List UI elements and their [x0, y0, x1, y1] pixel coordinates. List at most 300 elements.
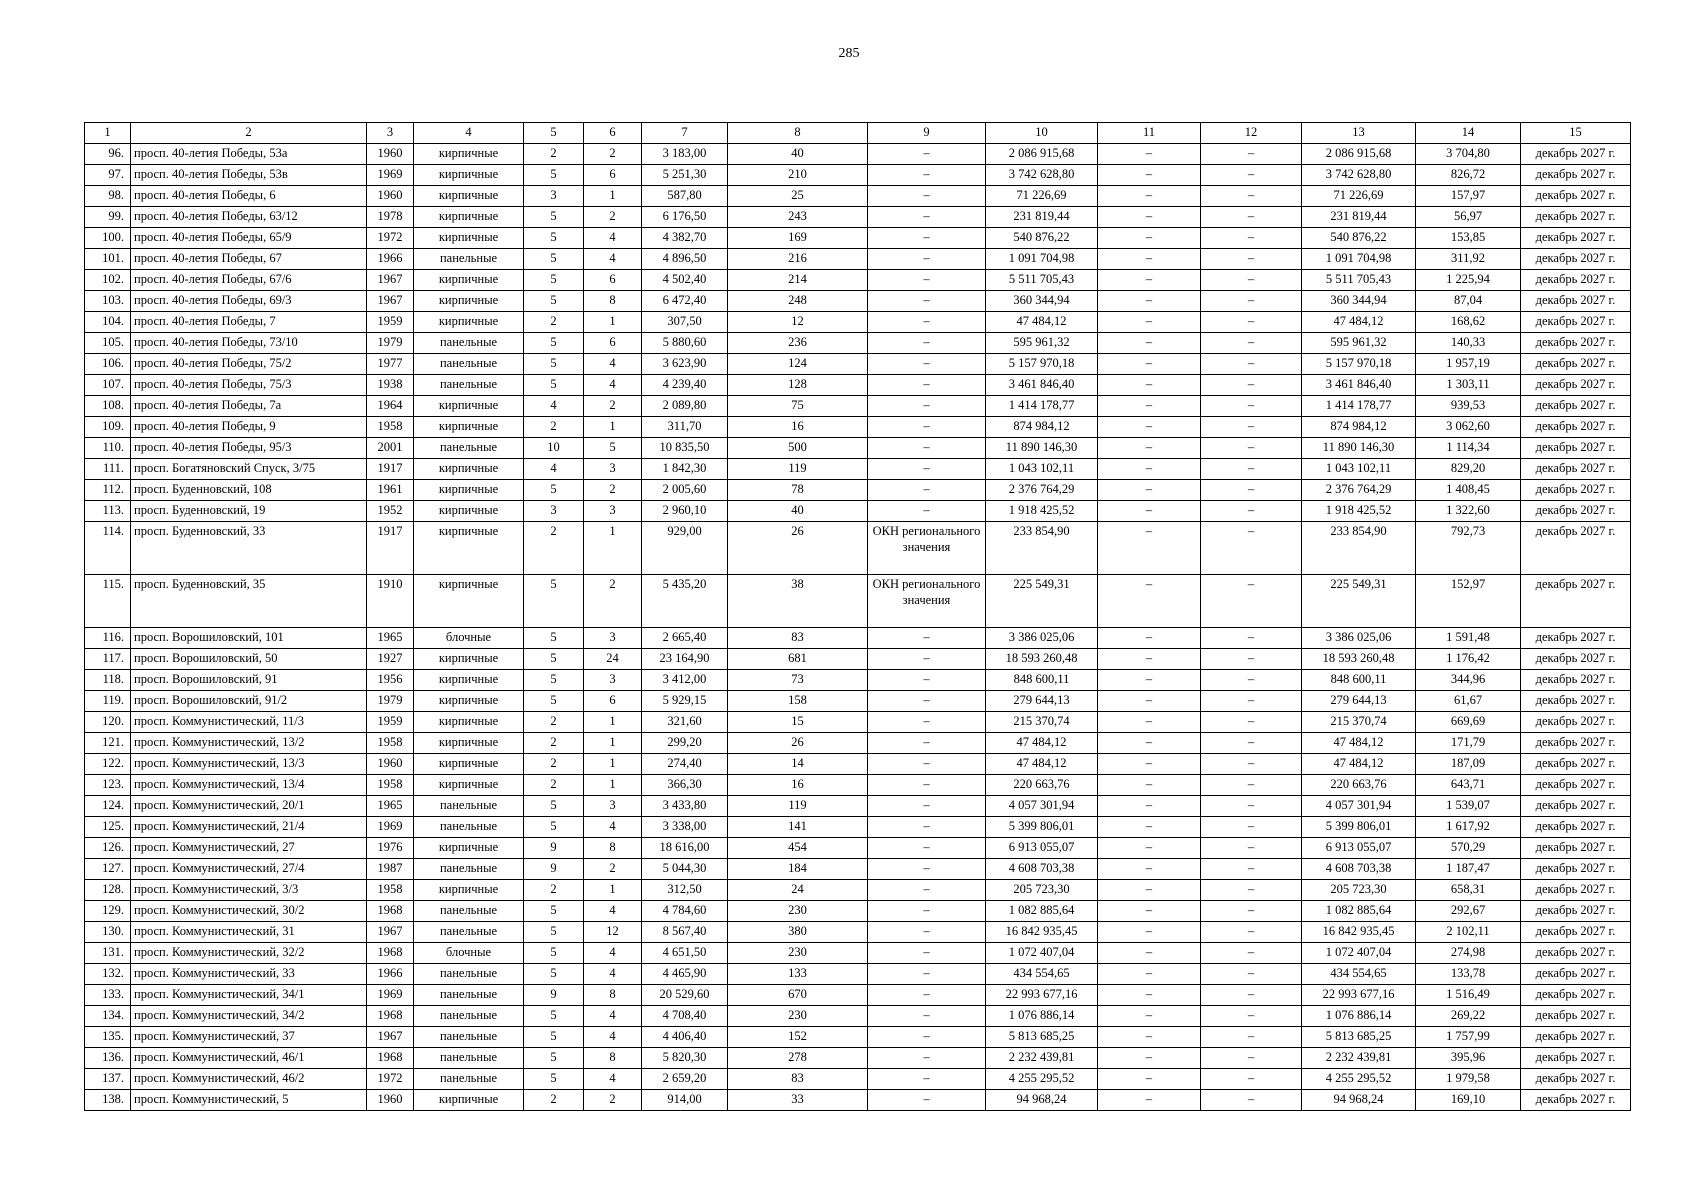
heritage-status-cell: ОКН регионального значения: [868, 575, 986, 628]
total-cost-cell: 2 232 439,81: [986, 1048, 1098, 1069]
total-cost-cell: 279 644,13: [986, 691, 1098, 712]
cost-per-sqm-cell: 292,67: [1416, 901, 1521, 922]
row-number-cell: 138.: [85, 1090, 131, 1111]
wall-material-cell: панельные: [414, 859, 524, 880]
repair-cost-cell: 848 600,11: [1302, 670, 1416, 691]
total-cost-cell: 233 854,90: [986, 522, 1098, 575]
address-cell: просп. Коммунистический, 31: [131, 922, 367, 943]
total-cost-cell: 3 742 628,80: [986, 165, 1098, 186]
residents-cell: 681: [728, 649, 868, 670]
fund-cost-cell: –: [1098, 1090, 1201, 1111]
row-number-cell: 101.: [85, 249, 131, 270]
entrances-cell: 12: [584, 922, 642, 943]
cost-per-sqm-cell: 1 408,45: [1416, 480, 1521, 501]
column-header: 15: [1521, 123, 1631, 144]
owners-cost-cell: –: [1201, 754, 1302, 775]
total-cost-cell: 220 663,76: [986, 775, 1098, 796]
year-cell: 1960: [367, 1090, 414, 1111]
address-cell: просп. 40-летия Победы, 73/10: [131, 333, 367, 354]
total-cost-cell: 215 370,74: [986, 712, 1098, 733]
table-row: [85, 480, 1631, 501]
repair-cost-cell: 3 461 846,40: [1302, 375, 1416, 396]
entrances-cell: 4: [584, 1069, 642, 1090]
area-cell: 914,00: [642, 1090, 728, 1111]
owners-cost-cell: –: [1201, 1048, 1302, 1069]
wall-material-cell: панельные: [414, 985, 524, 1006]
deadline-cell: декабрь 2027 г.: [1521, 775, 1631, 796]
residents-cell: 230: [728, 901, 868, 922]
area-cell: 4 465,90: [642, 964, 728, 985]
fund-cost-cell: –: [1098, 964, 1201, 985]
floors-cell: 5: [524, 964, 584, 985]
year-cell: 1960: [367, 754, 414, 775]
table-row: [85, 859, 1631, 880]
table-row: [85, 522, 1631, 575]
total-cost-cell: 18 593 260,48: [986, 649, 1098, 670]
heritage-status-cell: –: [868, 901, 986, 922]
year-cell: 1969: [367, 817, 414, 838]
deadline-cell: декабрь 2027 г.: [1521, 228, 1631, 249]
deadline-cell: декабрь 2027 г.: [1521, 691, 1631, 712]
entrances-cell: 4: [584, 375, 642, 396]
table-row: [85, 712, 1631, 733]
address-cell: просп. Коммунистический, 32/2: [131, 943, 367, 964]
heritage-status-cell: –: [868, 249, 986, 270]
wall-material-cell: панельные: [414, 796, 524, 817]
entrances-cell: 8: [584, 985, 642, 1006]
address-cell: просп. 40-летия Победы, 53а: [131, 144, 367, 165]
area-cell: 2 659,20: [642, 1069, 728, 1090]
heritage-status-cell: ОКН регионального значения: [868, 522, 986, 575]
deadline-cell: декабрь 2027 г.: [1521, 396, 1631, 417]
row-number-cell: 96.: [85, 144, 131, 165]
fund-cost-cell: –: [1098, 859, 1201, 880]
owners-cost-cell: –: [1201, 691, 1302, 712]
table-row: [85, 144, 1631, 165]
year-cell: 1956: [367, 670, 414, 691]
table-row: [85, 649, 1631, 670]
column-header: 6: [584, 123, 642, 144]
entrances-cell: 4: [584, 943, 642, 964]
fund-cost-cell: –: [1098, 375, 1201, 396]
year-cell: 1952: [367, 501, 414, 522]
column-header: 1: [85, 123, 131, 144]
area-cell: 4 406,40: [642, 1027, 728, 1048]
address-cell: просп. Коммунистический, 27/4: [131, 859, 367, 880]
entrances-cell: 2: [584, 396, 642, 417]
table-row: [85, 733, 1631, 754]
floors-cell: 5: [524, 649, 584, 670]
table-row: [85, 985, 1631, 1006]
year-cell: 1976: [367, 838, 414, 859]
heritage-status-cell: –: [868, 1006, 986, 1027]
table-row: [85, 312, 1631, 333]
wall-material-cell: кирпичные: [414, 501, 524, 522]
deadline-cell: декабрь 2027 г.: [1521, 417, 1631, 438]
wall-material-cell: кирпичные: [414, 228, 524, 249]
fund-cost-cell: –: [1098, 333, 1201, 354]
heritage-status-cell: –: [868, 186, 986, 207]
floors-cell: 5: [524, 1006, 584, 1027]
owners-cost-cell: –: [1201, 880, 1302, 901]
column-header: 3: [367, 123, 414, 144]
cost-per-sqm-cell: 1 114,34: [1416, 438, 1521, 459]
heritage-status-cell: –: [868, 628, 986, 649]
repair-cost-cell: 71 226,69: [1302, 186, 1416, 207]
housing-registry-table: [84, 122, 1631, 1111]
wall-material-cell: блочные: [414, 628, 524, 649]
repair-cost-cell: 1 072 407,04: [1302, 943, 1416, 964]
heritage-status-cell: –: [868, 354, 986, 375]
year-cell: 1959: [367, 312, 414, 333]
owners-cost-cell: –: [1201, 775, 1302, 796]
address-cell: просп. Коммунистический, 37: [131, 1027, 367, 1048]
total-cost-cell: 47 484,12: [986, 754, 1098, 775]
floors-cell: 5: [524, 165, 584, 186]
total-cost-cell: 11 890 146,30: [986, 438, 1098, 459]
table-row: [85, 754, 1631, 775]
row-number-cell: 108.: [85, 396, 131, 417]
total-cost-cell: 874 984,12: [986, 417, 1098, 438]
cost-per-sqm-cell: 1 516,49: [1416, 985, 1521, 1006]
fund-cost-cell: –: [1098, 396, 1201, 417]
address-cell: просп. Буденновский, 19: [131, 501, 367, 522]
address-cell: просп. 40-летия Победы, 95/3: [131, 438, 367, 459]
address-cell: просп. Ворошиловский, 50: [131, 649, 367, 670]
wall-material-cell: кирпичные: [414, 575, 524, 628]
deadline-cell: декабрь 2027 г.: [1521, 712, 1631, 733]
residents-cell: 119: [728, 796, 868, 817]
residents-cell: 119: [728, 459, 868, 480]
entrances-cell: 2: [584, 1090, 642, 1111]
heritage-status-cell: –: [868, 1090, 986, 1111]
area-cell: 3 338,00: [642, 817, 728, 838]
cost-per-sqm-cell: 1 225,94: [1416, 270, 1521, 291]
wall-material-cell: панельные: [414, 354, 524, 375]
table-row: [85, 228, 1631, 249]
wall-material-cell: панельные: [414, 964, 524, 985]
cost-per-sqm-cell: 939,53: [1416, 396, 1521, 417]
wall-material-cell: панельные: [414, 249, 524, 270]
residents-cell: 26: [728, 522, 868, 575]
floors-cell: 2: [524, 522, 584, 575]
owners-cost-cell: –: [1201, 333, 1302, 354]
table-row: [85, 1027, 1631, 1048]
total-cost-cell: 1 043 102,11: [986, 459, 1098, 480]
residents-cell: 15: [728, 712, 868, 733]
table-row: [85, 249, 1631, 270]
repair-cost-cell: 225 549,31: [1302, 575, 1416, 628]
row-number-cell: 123.: [85, 775, 131, 796]
deadline-cell: декабрь 2027 г.: [1521, 838, 1631, 859]
table-row: [85, 459, 1631, 480]
address-cell: просп. Коммунистический, 20/1: [131, 796, 367, 817]
wall-material-cell: панельные: [414, 1048, 524, 1069]
wall-material-cell: панельные: [414, 922, 524, 943]
table-row: [85, 1006, 1631, 1027]
year-cell: 1972: [367, 1069, 414, 1090]
row-number-cell: 117.: [85, 649, 131, 670]
heritage-status-cell: –: [868, 880, 986, 901]
address-cell: просп. 40-летия Победы, 53в: [131, 165, 367, 186]
row-number-cell: 116.: [85, 628, 131, 649]
floors-cell: 5: [524, 270, 584, 291]
area-cell: 3 623,90: [642, 354, 728, 375]
floors-cell: 5: [524, 922, 584, 943]
owners-cost-cell: –: [1201, 838, 1302, 859]
table-row: [85, 354, 1631, 375]
repair-cost-cell: 1 091 704,98: [1302, 249, 1416, 270]
area-cell: 4 382,70: [642, 228, 728, 249]
cost-per-sqm-cell: 826,72: [1416, 165, 1521, 186]
residents-cell: 214: [728, 270, 868, 291]
heritage-status-cell: –: [868, 775, 986, 796]
wall-material-cell: панельные: [414, 1069, 524, 1090]
year-cell: 1958: [367, 880, 414, 901]
wall-material-cell: кирпичные: [414, 712, 524, 733]
total-cost-cell: 5 511 705,43: [986, 270, 1098, 291]
floors-cell: 9: [524, 859, 584, 880]
table-row: [85, 922, 1631, 943]
entrances-cell: 3: [584, 796, 642, 817]
address-cell: просп. Богатяновский Спуск, 3/75: [131, 459, 367, 480]
repair-cost-cell: 279 644,13: [1302, 691, 1416, 712]
fund-cost-cell: –: [1098, 207, 1201, 228]
year-cell: 1969: [367, 165, 414, 186]
owners-cost-cell: –: [1201, 396, 1302, 417]
cost-per-sqm-cell: 1 539,07: [1416, 796, 1521, 817]
owners-cost-cell: –: [1201, 796, 1302, 817]
deadline-cell: декабрь 2027 г.: [1521, 670, 1631, 691]
owners-cost-cell: –: [1201, 985, 1302, 1006]
fund-cost-cell: –: [1098, 480, 1201, 501]
deadline-cell: декабрь 2027 г.: [1521, 649, 1631, 670]
floors-cell: 5: [524, 1069, 584, 1090]
floors-cell: 5: [524, 1048, 584, 1069]
fund-cost-cell: –: [1098, 628, 1201, 649]
residents-cell: 184: [728, 859, 868, 880]
row-number-cell: 115.: [85, 575, 131, 628]
owners-cost-cell: –: [1201, 733, 1302, 754]
year-cell: 1968: [367, 1006, 414, 1027]
year-cell: 1967: [367, 270, 414, 291]
floors-cell: 5: [524, 575, 584, 628]
heritage-status-cell: –: [868, 796, 986, 817]
row-number-cell: 121.: [85, 733, 131, 754]
fund-cost-cell: –: [1098, 312, 1201, 333]
residents-cell: 133: [728, 964, 868, 985]
table-row: [85, 901, 1631, 922]
area-cell: 2 665,40: [642, 628, 728, 649]
total-cost-cell: 3 461 846,40: [986, 375, 1098, 396]
entrances-cell: 2: [584, 480, 642, 501]
floors-cell: 5: [524, 1027, 584, 1048]
area-cell: 5 929,15: [642, 691, 728, 712]
row-number-cell: 134.: [85, 1006, 131, 1027]
wall-material-cell: панельные: [414, 1027, 524, 1048]
fund-cost-cell: –: [1098, 270, 1201, 291]
fund-cost-cell: –: [1098, 249, 1201, 270]
total-cost-cell: 1 082 885,64: [986, 901, 1098, 922]
area-cell: 2 089,80: [642, 396, 728, 417]
total-cost-cell: 1 072 407,04: [986, 943, 1098, 964]
area-cell: 4 651,50: [642, 943, 728, 964]
entrances-cell: 4: [584, 1027, 642, 1048]
year-cell: 1968: [367, 943, 414, 964]
heritage-status-cell: –: [868, 228, 986, 249]
year-cell: 1917: [367, 459, 414, 480]
heritage-status-cell: –: [868, 1027, 986, 1048]
repair-cost-cell: 11 890 146,30: [1302, 438, 1416, 459]
address-cell: просп. Коммунистический, 3/3: [131, 880, 367, 901]
deadline-cell: декабрь 2027 г.: [1521, 291, 1631, 312]
row-number-cell: 100.: [85, 228, 131, 249]
owners-cost-cell: –: [1201, 522, 1302, 575]
year-cell: 1968: [367, 1048, 414, 1069]
total-cost-cell: 4 255 295,52: [986, 1069, 1098, 1090]
floors-cell: 10: [524, 438, 584, 459]
entrances-cell: 1: [584, 880, 642, 901]
cost-per-sqm-cell: 1 187,47: [1416, 859, 1521, 880]
deadline-cell: декабрь 2027 г.: [1521, 438, 1631, 459]
floors-cell: 5: [524, 333, 584, 354]
floors-cell: 2: [524, 754, 584, 775]
cost-per-sqm-cell: 311,92: [1416, 249, 1521, 270]
year-cell: 1966: [367, 249, 414, 270]
heritage-status-cell: –: [868, 733, 986, 754]
owners-cost-cell: –: [1201, 649, 1302, 670]
heritage-status-cell: –: [868, 501, 986, 522]
year-cell: 1938: [367, 375, 414, 396]
column-header: 14: [1416, 123, 1521, 144]
deadline-cell: декабрь 2027 г.: [1521, 964, 1631, 985]
year-cell: 1977: [367, 354, 414, 375]
year-cell: 1972: [367, 228, 414, 249]
table-row: [85, 1069, 1631, 1090]
row-number-cell: 133.: [85, 985, 131, 1006]
deadline-cell: декабрь 2027 г.: [1521, 480, 1631, 501]
wall-material-cell: кирпичные: [414, 733, 524, 754]
wall-material-cell: кирпичные: [414, 291, 524, 312]
total-cost-cell: 540 876,22: [986, 228, 1098, 249]
floors-cell: 5: [524, 291, 584, 312]
residents-cell: 16: [728, 417, 868, 438]
cost-per-sqm-cell: 1 957,19: [1416, 354, 1521, 375]
residents-cell: 73: [728, 670, 868, 691]
wall-material-cell: кирпичные: [414, 186, 524, 207]
address-cell: просп. Коммунистический, 13/3: [131, 754, 367, 775]
residents-cell: 230: [728, 943, 868, 964]
area-cell: 3 412,00: [642, 670, 728, 691]
cost-per-sqm-cell: 1 176,42: [1416, 649, 1521, 670]
residents-cell: 454: [728, 838, 868, 859]
table-row: [85, 417, 1631, 438]
fund-cost-cell: –: [1098, 228, 1201, 249]
year-cell: 1927: [367, 649, 414, 670]
floors-cell: 5: [524, 817, 584, 838]
floors-cell: 2: [524, 733, 584, 754]
owners-cost-cell: –: [1201, 438, 1302, 459]
deadline-cell: декабрь 2027 г.: [1521, 522, 1631, 575]
heritage-status-cell: –: [868, 207, 986, 228]
wall-material-cell: кирпичные: [414, 522, 524, 575]
residents-cell: 380: [728, 922, 868, 943]
wall-material-cell: кирпичные: [414, 207, 524, 228]
address-cell: просп. Буденновский, 108: [131, 480, 367, 501]
floors-cell: 9: [524, 838, 584, 859]
residents-cell: 210: [728, 165, 868, 186]
address-cell: просп. Коммунистический, 13/2: [131, 733, 367, 754]
heritage-status-cell: –: [868, 838, 986, 859]
wall-material-cell: кирпичные: [414, 459, 524, 480]
fund-cost-cell: –: [1098, 1006, 1201, 1027]
entrances-cell: 6: [584, 270, 642, 291]
area-cell: 8 567,40: [642, 922, 728, 943]
residents-cell: 38: [728, 575, 868, 628]
total-cost-cell: 848 600,11: [986, 670, 1098, 691]
residents-cell: 141: [728, 817, 868, 838]
column-header: 5: [524, 123, 584, 144]
heritage-status-cell: –: [868, 1069, 986, 1090]
column-header: 12: [1201, 123, 1302, 144]
owners-cost-cell: –: [1201, 417, 1302, 438]
heritage-status-cell: –: [868, 712, 986, 733]
row-number-cell: 120.: [85, 712, 131, 733]
owners-cost-cell: –: [1201, 712, 1302, 733]
deadline-cell: декабрь 2027 г.: [1521, 354, 1631, 375]
total-cost-cell: 231 819,44: [986, 207, 1098, 228]
fund-cost-cell: –: [1098, 733, 1201, 754]
heritage-status-cell: –: [868, 270, 986, 291]
table-row: [85, 691, 1631, 712]
address-cell: просп. 40-летия Победы, 65/9: [131, 228, 367, 249]
repair-cost-cell: 1 043 102,11: [1302, 459, 1416, 480]
repair-cost-cell: 360 344,94: [1302, 291, 1416, 312]
total-cost-cell: 5 399 806,01: [986, 817, 1098, 838]
row-number-cell: 119.: [85, 691, 131, 712]
residents-cell: 83: [728, 628, 868, 649]
row-number-cell: 132.: [85, 964, 131, 985]
entrances-cell: 5: [584, 438, 642, 459]
table-row: [85, 1048, 1631, 1069]
year-cell: 1961: [367, 480, 414, 501]
owners-cost-cell: –: [1201, 144, 1302, 165]
address-cell: просп. Коммунистический, 46/1: [131, 1048, 367, 1069]
deadline-cell: декабрь 2027 г.: [1521, 144, 1631, 165]
address-cell: просп. 40-летия Победы, 7а: [131, 396, 367, 417]
deadline-cell: декабрь 2027 г.: [1521, 459, 1631, 480]
entrances-cell: 1: [584, 712, 642, 733]
repair-cost-cell: 5 511 705,43: [1302, 270, 1416, 291]
total-cost-cell: 71 226,69: [986, 186, 1098, 207]
wall-material-cell: кирпичные: [414, 775, 524, 796]
deadline-cell: декабрь 2027 г.: [1521, 249, 1631, 270]
floors-cell: 3: [524, 501, 584, 522]
cost-per-sqm-cell: 1 591,48: [1416, 628, 1521, 649]
year-cell: 1964: [367, 396, 414, 417]
address-cell: просп. 40-летия Победы, 75/3: [131, 375, 367, 396]
wall-material-cell: кирпичные: [414, 144, 524, 165]
cost-per-sqm-cell: 140,33: [1416, 333, 1521, 354]
wall-material-cell: кирпичные: [414, 480, 524, 501]
cost-per-sqm-cell: 3 704,80: [1416, 144, 1521, 165]
fund-cost-cell: –: [1098, 459, 1201, 480]
area-cell: 2 005,60: [642, 480, 728, 501]
owners-cost-cell: –: [1201, 670, 1302, 691]
heritage-status-cell: –: [868, 943, 986, 964]
row-number-cell: 105.: [85, 333, 131, 354]
row-number-cell: 135.: [85, 1027, 131, 1048]
